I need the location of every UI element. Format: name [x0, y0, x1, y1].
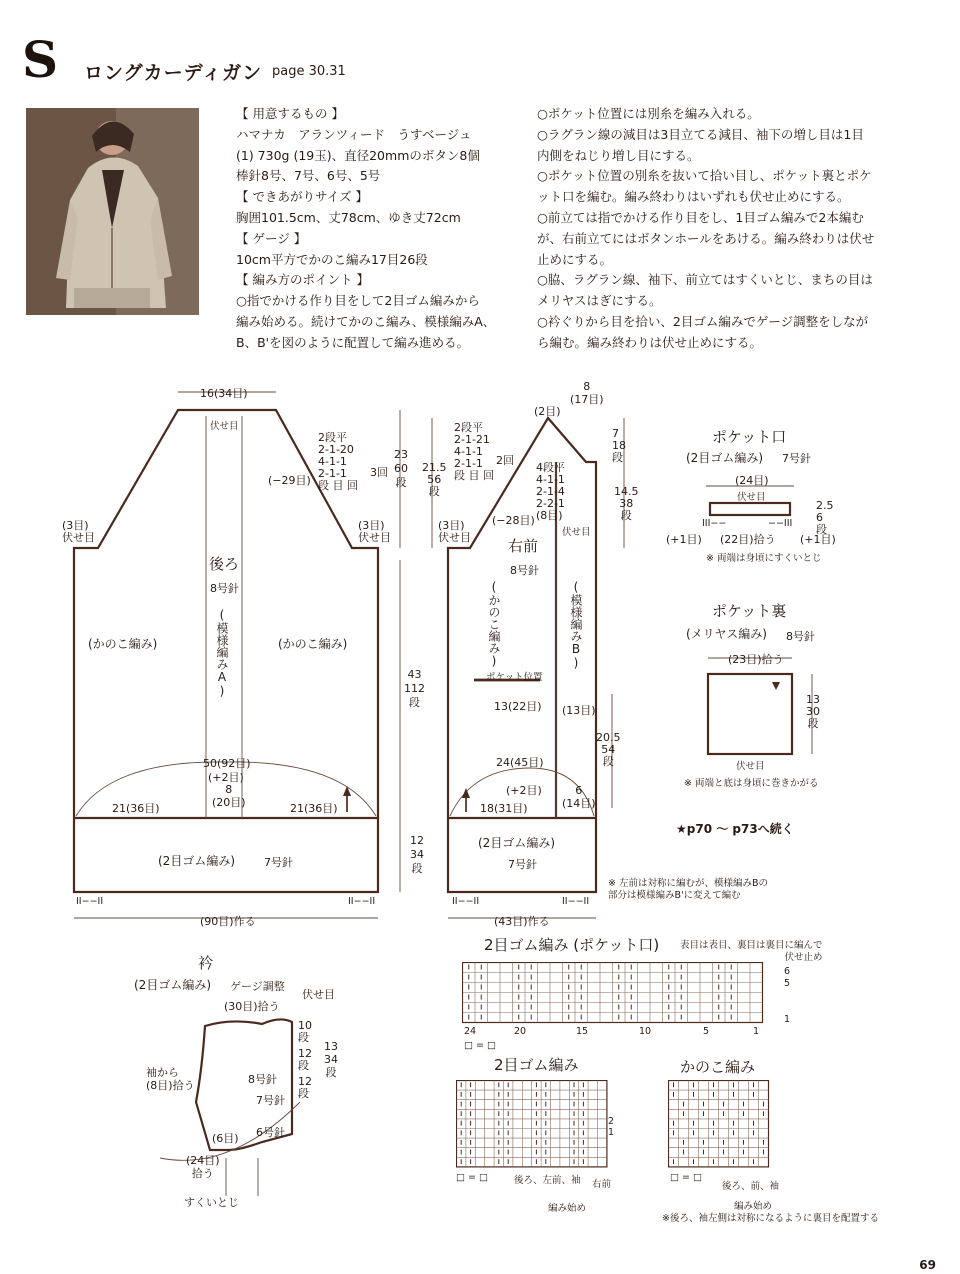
pocket-lining-bind: 伏せ目: [736, 761, 765, 772]
chart1-title: 2目ゴム編み (ポケット口): [484, 936, 660, 954]
back-kanoko-left: (かのこ編み): [88, 637, 158, 651]
back-rib-label: (2目ゴム編み): [158, 854, 235, 868]
text-line: 【 編み方のポイント 】: [236, 272, 369, 288]
front-rib-label: (2目ゴム編み): [478, 836, 555, 850]
front-armhole: (3目) 伏せ目: [438, 519, 471, 544]
chart3-title: かのこ編み: [680, 1058, 756, 1076]
collar-total: 13 34 段: [324, 1040, 338, 1079]
front-band-width: 6 (14目): [562, 784, 596, 810]
pocket-edge-h: 2.5 6 段: [816, 499, 834, 536]
text-line: B、B'を図のように配置して編み進める。: [236, 334, 470, 350]
chart2-label-front: 右前: [592, 1179, 612, 1190]
page-number: 69: [919, 1258, 936, 1272]
pocket-edge-mark-l: III−−: [702, 518, 727, 529]
back-body-height: 43 112 段: [404, 668, 425, 709]
chart-rib-pocket-grid: [462, 962, 764, 1026]
chart1-row-labels: 6 5: [784, 966, 791, 989]
back-side-left: 21(36目): [112, 802, 160, 815]
back-edge-right: II−−II: [348, 896, 376, 907]
front-dec: (−28目): [492, 514, 535, 527]
chart1-row-label-1: 1: [784, 1014, 791, 1025]
back-name: 後ろ: [209, 555, 240, 573]
text-line: ○前立ては指でかける作り目をし、1目ゴム編みで2本編む: [537, 209, 864, 225]
text-line: が、右前立てにはボタンホールをあける。編み終わりは伏せ: [537, 230, 875, 246]
text-line: 【 ゲージ 】: [236, 230, 307, 246]
back-center-width: 8 (20目): [212, 783, 246, 809]
front-h-20-5: 20.5 54 段: [596, 731, 621, 768]
page-title: ロングカーディガン: [84, 62, 263, 84]
chart-rib-grid: [456, 1080, 608, 1168]
pocket-lining-subtitle: (メリヤス編み): [686, 627, 767, 641]
front-neck-bind: 伏せ目: [562, 527, 591, 538]
collar-rows-2: 12 段: [298, 1047, 312, 1072]
front-side-width: 18(31目): [480, 802, 528, 815]
text-line: ○ポケット位置には別糸を編み入れる。: [537, 106, 760, 121]
pocket-edge-bind: 伏せ目: [737, 492, 766, 503]
collar-needle-6: 6号針: [256, 1126, 285, 1139]
page-reference: page 30.31: [272, 64, 346, 79]
text-line: 内側をねじり増し目にする。: [537, 147, 700, 163]
text-line: ○衿ぐりから目を拾い、2目ゴム編みでゲージ調整をしなが: [537, 313, 869, 329]
back-armhole-right: (3目) 伏せ目: [358, 519, 391, 544]
text-line: ○脇、ラグラン線、袖下、前立てはすくいとじ、まちの目は: [537, 272, 873, 288]
back-armhole-left: (3目) 伏せ目: [62, 519, 95, 544]
front-edge-right: II−−II: [562, 896, 590, 907]
collar-rows-3: 12 段: [298, 1075, 312, 1100]
front-neck-rule: 4段平 4-1-1 2-1-4 2-2-1 (8目): [536, 461, 565, 522]
chart2-label-back: 後ろ、左前、袖: [514, 1175, 581, 1186]
text-line: 止めにする。: [537, 251, 613, 267]
text-line: 【 用意するもの 】: [236, 106, 344, 121]
text-line: ット口を編む。編み終わりはいずれも伏せ止めにする。: [537, 189, 850, 205]
pocket-edge-subtitle: (2目ゴム編み): [686, 451, 763, 465]
front-note: ※ 左前は対称に編むが、模様編みBの 部分は模様編みB'に変えて編む: [608, 878, 768, 901]
back-edge-left: II−−II: [76, 896, 104, 907]
front-pattern-b: (模様編みB): [569, 580, 583, 670]
front-name: 右前: [508, 537, 539, 555]
back-raglan-rule: 2段平 2-1-20 4-1-1 2-1-1 段 目 回: [318, 431, 358, 492]
chart2-start: 編み始め: [548, 1203, 587, 1214]
text-line: メリヤスはぎにする。: [537, 293, 662, 309]
pocket-lining-note: ※ 両端と底は身頃に巻きかがる: [684, 778, 819, 789]
back-pattern-a: (模様編みA): [215, 608, 229, 698]
collar-six: (6目): [212, 1132, 239, 1145]
pocket-edge-needle: 7号針: [782, 452, 811, 465]
chart1-col-15: 15: [576, 1026, 589, 1037]
front-raglan-rule: 2段平 2-1-21 4-1-1 2-1-1 段 目 回: [454, 421, 494, 482]
collar-needle-8: 8号針: [248, 1073, 277, 1086]
text-line: ○ラグラン線の減目は3目立てる減目、袖下の増し目は1目: [537, 126, 864, 142]
collar-sleeve-pick: 袖から (8目)拾う: [146, 1066, 195, 1092]
back-dec: (−29目): [268, 474, 311, 487]
back-bind-off: 伏せ目: [210, 421, 239, 432]
chart1-col-20: 20: [514, 1026, 527, 1037]
chart1-note: 表目は表目、裏目は裏目に編んで 伏せ止め: [680, 940, 823, 963]
pocket-edge-mark-r: −−III: [768, 518, 793, 529]
continue-note: ★p70 〜 p73へ続く: [676, 822, 794, 836]
back-raglan-arrow: 3回: [370, 466, 388, 479]
text-line: 編み始める。続けてかのこ編み、模様編みA、: [236, 313, 496, 329]
back-cast-on: (90目)作る: [200, 915, 256, 928]
pocket-edge-title: ポケット口: [712, 428, 787, 446]
collar-title: 衿: [198, 954, 214, 972]
front-needle: 8号針: [510, 564, 539, 577]
collar-pick24: (24目) 拾う: [186, 1154, 220, 1180]
back-needle: 8号針: [210, 582, 239, 595]
pocket-edge-w: (24目): [735, 474, 769, 487]
collar-pick30: (30目)拾う: [224, 1000, 280, 1013]
pocket-lining-pick: (23目)拾う: [728, 653, 784, 666]
chart3-note: ※後ろ、袖左側は対称になるように裏目を配置する: [662, 1213, 879, 1224]
front-h-21-5: 21.5 56 段: [422, 461, 447, 498]
front-width-24: 24(45目): [496, 756, 544, 769]
text-line: 棒針8号、7号、6号、5号: [236, 168, 381, 184]
collar-gauge: ゲージ調整: [230, 980, 285, 993]
front-rib-needle: 7号針: [508, 858, 537, 871]
collar-rows-1: 10 段: [298, 1019, 312, 1044]
pocket-edge-note: ※ 両端は身頃にすくいとじ: [706, 553, 822, 564]
pocket-edge-rect: [710, 503, 790, 515]
back-kanoko-right: (かのこ編み): [278, 637, 348, 651]
front-inc: (+2目): [506, 784, 542, 797]
text-line: 【 できあがりサイズ 】: [236, 189, 368, 205]
pocket-width: 13(22目): [494, 700, 542, 713]
pocket-lining-needle: 8号針: [786, 630, 815, 643]
chart1-legend: □ = □: [464, 1040, 496, 1051]
chart2-title: 2目ゴム編み: [494, 1056, 579, 1074]
front-cast-on: (43目)作る: [494, 915, 550, 928]
pocket-edge-pick: (22目)拾う: [720, 533, 776, 546]
text-line: ら編む。編み終わりは伏せ止めにする。: [537, 334, 763, 350]
text-line: 胸囲101.5cm、丈78cm、ゆき丈72cm: [236, 209, 461, 225]
back-top-width: 16(34目): [200, 387, 248, 400]
collar-bind: 伏せ目: [302, 988, 335, 1001]
text-line: ○ポケット位置の別糸を抜いて拾い目し、ポケット裏とポケ: [537, 168, 872, 184]
chart2-legend: □ = □: [456, 1172, 488, 1183]
chart3-legend: □ = □: [670, 1172, 702, 1183]
front-raglan-height: 14.5 38 段: [614, 485, 639, 522]
back-inc: (+2目): [208, 771, 244, 784]
front-top-st: (2目): [534, 405, 561, 418]
pocket-lining-arrow: [772, 682, 780, 690]
chart1-col-5: 5: [703, 1026, 710, 1037]
chart3-start: 編み始め: [734, 1201, 773, 1212]
back-side-right: 21(36目): [290, 802, 338, 815]
collar-subtitle: (2目ゴム編み): [134, 978, 211, 992]
collar-seam: すくいとじ: [184, 1196, 239, 1209]
front-edge-left: II−−II: [452, 896, 480, 907]
back-arrow-head: [343, 786, 351, 796]
section-letter: S: [22, 30, 59, 89]
chart1-col-24: 24: [464, 1026, 477, 1037]
pocket-position: ポケット位置: [486, 672, 543, 683]
back-rib-needle: 7号針: [264, 856, 293, 869]
pocket-edge-inc-l: (+1目): [666, 533, 702, 546]
text-line: 10cm平方でかのこ編み17目26段: [236, 251, 428, 267]
chart3-label: 後ろ、前、袖: [722, 1181, 780, 1192]
text-line: ハマナカ アランツィード うすベージュ: [236, 126, 472, 142]
pocket-lining-title: ポケット裏: [712, 602, 787, 620]
front-top-width: 8 (17目): [570, 380, 604, 406]
front-kanoko: (かのこ編み): [487, 580, 501, 668]
chart1-col-10: 10: [639, 1026, 652, 1037]
collar-needle-7: 7号針: [256, 1094, 285, 1107]
back-width-50: 50(92目): [203, 757, 251, 770]
front-neck-height: 7 18 段: [612, 427, 626, 464]
text-line: ○指でかける作り目をして2目ゴム編みから: [236, 293, 480, 309]
pocket-lining-h: 13 30 段: [806, 693, 820, 730]
back-rib-height: 12 34 段: [410, 834, 424, 875]
chart-kanoko-grid: [668, 1080, 770, 1168]
chart2-row-labels: 2 1: [608, 1116, 615, 1138]
front-raglan-arrow: 2回: [496, 454, 514, 467]
chart1-col-1: 1: [753, 1026, 760, 1037]
front-band-st: (13目): [562, 704, 596, 717]
text-line: (1) 730g (19玉)、直径20mmのボタン8個: [236, 147, 480, 163]
pocket-lining-rect: [708, 674, 792, 754]
pocket-edge-inc-r: (+1目): [800, 533, 836, 546]
back-raglan-height: 23 60 段: [394, 448, 408, 489]
